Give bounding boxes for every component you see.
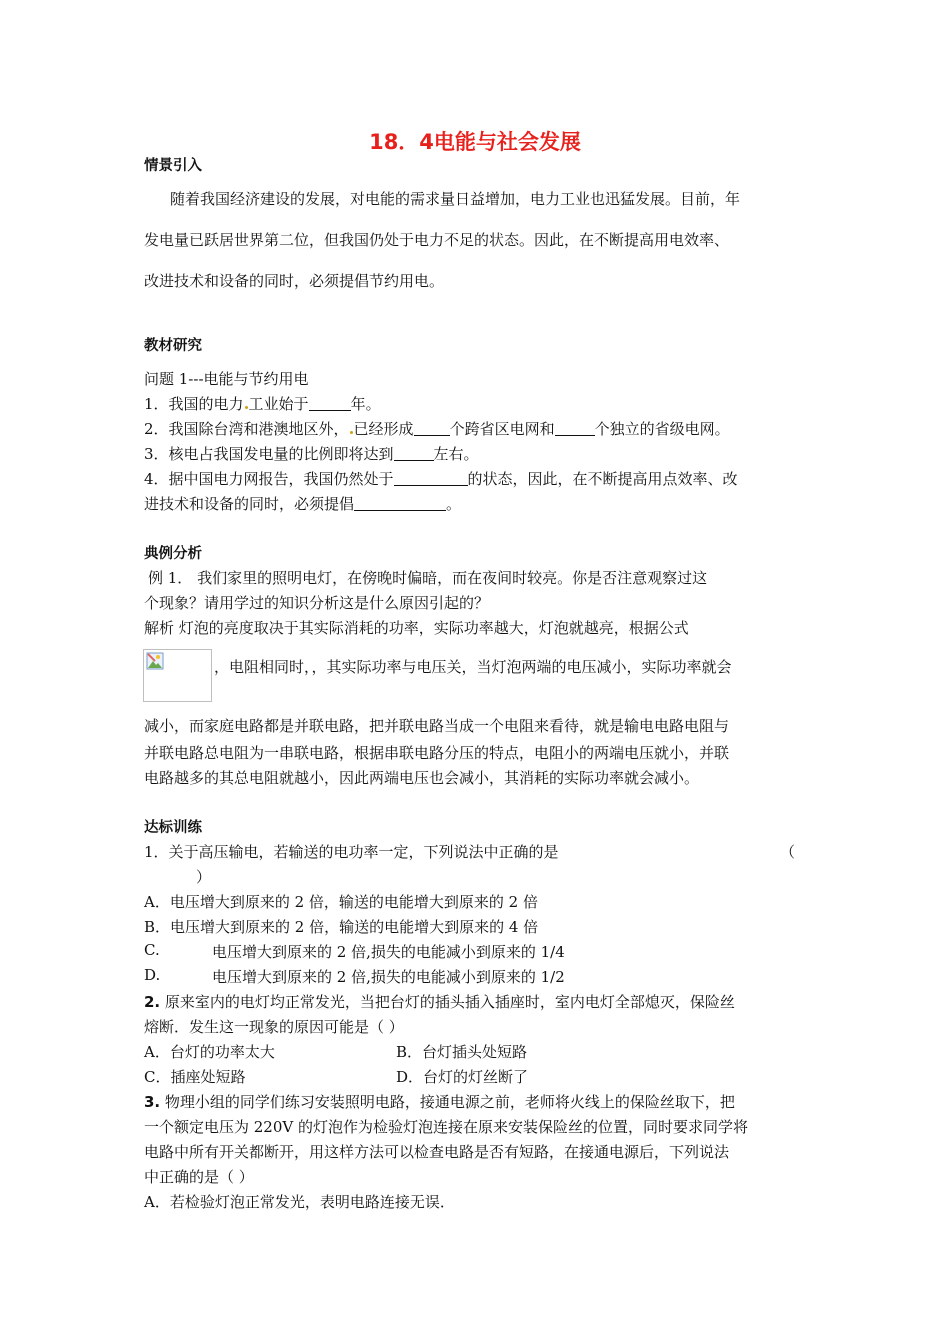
intro-line-3: 改进技术和设备的同时，必须提倡节约用电。 [144, 272, 445, 290]
section-heading-intro: 情景引入 [144, 158, 202, 174]
practice-2-line-1: 2. 原来室内的电灯均正常发光，当把台灯的插头插入插座时，室内电灯全部熄灭，保险丝 [144, 993, 735, 1011]
practice-3-line-1: 3. 物理小组的同学们练习安装照明电路，接通电源之前，老师将火线上的保险丝取下，把 [144, 1093, 735, 1111]
study-question-1: 1．我国的电力 工业始于 年。 [144, 395, 381, 413]
practice-2-option-d: D．台灯的灯丝断了 [396, 1068, 529, 1086]
practice-2-option-c: C．插座处短路 [144, 1068, 246, 1086]
practice-1-option-d-text: 电压增大到原来的 2 倍,损失的电能减小到原来的 1/2 [212, 968, 565, 986]
practice-1-option-c-text: 电压增大到原来的 2 倍,损失的电能减小到原来的 1/4 [212, 943, 565, 961]
analysis-line-2: ，电阻相同时，，其实际功率与电压关，当灯泡两端的电压减小，实际功率就会 [214, 658, 732, 676]
blank-line [309, 395, 351, 411]
study-question-4-line-2: 进技术和设备的同时，必须提倡 。 [144, 495, 462, 513]
analysis-line-3: 减小，而家庭电路都是并联电路，把并联电路当成一个电阻来看待，就是输电电路电阻与 [144, 717, 730, 735]
practice-1-option-c-label: C. [144, 941, 160, 959]
study-question-4-line-1: 4．据中国电力网报告，我国仍然处于 的状态，因此，在不断提高用点效率、改 [144, 470, 738, 488]
broken-image-icon [146, 652, 164, 670]
practice-1-stem: 1．关于高压输电，若输送的电功率一定，下列说法中正确的是 [144, 843, 559, 861]
page-title: 18．4电能与社会发展 [369, 130, 581, 154]
practice-2-option-a: A．台灯的功率太大 [144, 1043, 275, 1061]
question-title: 问题 1---电能与节约用电 [144, 370, 309, 388]
answer-paren-open: （ [780, 843, 796, 861]
formula-image [143, 649, 212, 702]
study-question-2: 2．我国除台湾和港澳地区外， 已经形成 个跨省区电网和 个独立的省级电网。 [144, 420, 730, 438]
intro-line-1: 随着我国经济建设的发展，对电能的需求量日益增加，电力工业也迅猛发展。目前，年 [170, 190, 741, 208]
study-question-3: 3．核电占我国发电量的比例即将达到 左右。 [144, 445, 479, 463]
practice-3-option-a: A．若检验灯泡正常发光，表明电路连接无误． [144, 1193, 455, 1211]
practice-2-line-2: 熔断．发生这一现象的原因可能是（ ） [144, 1018, 404, 1036]
question-number: 2. [144, 993, 161, 1011]
section-heading-practice: 达标训练 [144, 820, 202, 836]
practice-3-line-2: 一个额定电压为 220V 的灯泡作为检验灯泡连接在原来安装保险丝的位置，同时要求同学将 [144, 1118, 749, 1136]
intro-line-2: 发电量已跃居世界第二位，但我国仍处于电力不足的状态。因此，在不断提高用电效率、 [144, 231, 730, 249]
section-heading-study: 教材研究 [144, 338, 202, 354]
blank-line [555, 420, 595, 436]
question-number: 3. [144, 1093, 161, 1111]
analysis-line-1: 解析 灯泡的亮度取决于其实际消耗的功率，实际功率越大，灯泡就越亮，根据公式 [144, 619, 689, 637]
practice-3-line-4: 中正确的是（ ） [144, 1168, 254, 1186]
section-heading-example: 典例分析 [144, 546, 202, 562]
practice-1-option-a: A．电压增大到原来的 2 倍，输送的电能增大到原来的 2 倍 [144, 893, 538, 911]
analysis-line-4: 并联电路总电阻为一串联电路，根据串联电路分压的特点，电阻小的两端电压就小，并联 [144, 744, 730, 762]
blank-line [414, 420, 450, 436]
marker-dot [245, 406, 248, 409]
practice-1-option-b: B．电压增大到原来的 2 倍，输送的电能增大到原来的 4 倍 [144, 918, 539, 936]
blank-line [394, 445, 434, 461]
practice-3-line-3: 电路中所有开关都断开，用这样方法可以检查电路是否有短路，在接通电源后，下列说法 [144, 1143, 730, 1161]
practice-2-option-b: B．台灯插头处短路 [396, 1043, 528, 1061]
blank-line [354, 495, 446, 511]
answer-paren-close: ） [196, 868, 212, 886]
blank-line [394, 470, 468, 486]
example-line-2: 个现象？请用学过的知识分析这是什么原因引起的？ [144, 594, 490, 612]
marker-dot [350, 431, 353, 434]
practice-1-option-d-label: D. [144, 966, 161, 984]
analysis-line-5: 电路越多的其总电阻就越小，因此两端电压也会减小，其消耗的实际功率就会减小。 [144, 769, 700, 787]
example-line-1: 例 1． 我们家里的照明电灯，在傍晚时偏暗，而在夜间时较亮。你是否注意观察过这 [148, 569, 708, 587]
